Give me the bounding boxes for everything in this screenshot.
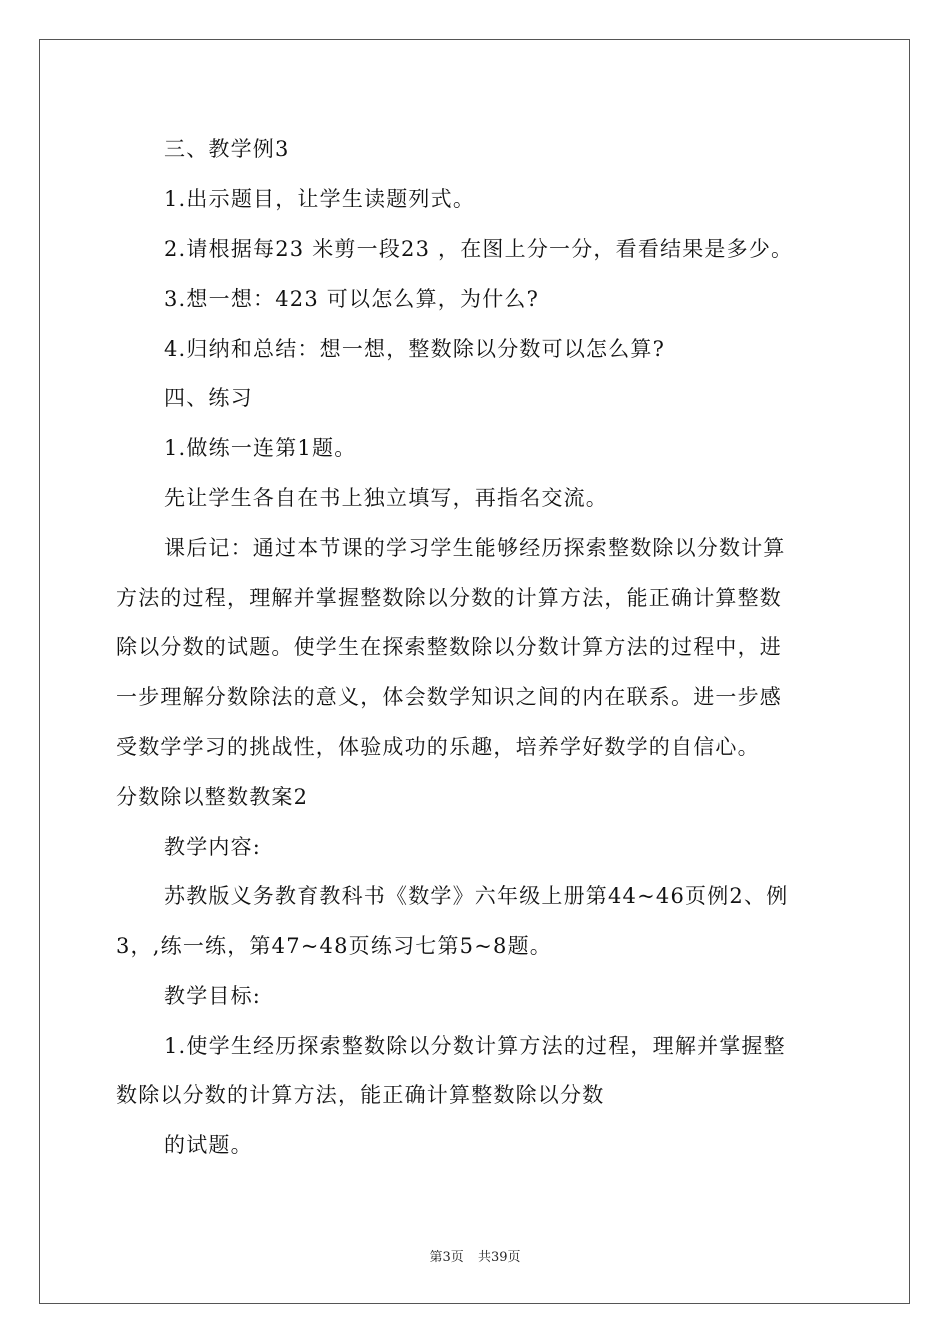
page-border bbox=[39, 39, 910, 1304]
total-pages: 共39页 bbox=[477, 1250, 521, 1265]
text-line: 1.做练一连第1题。 bbox=[164, 436, 357, 460]
text-line: 4.归纳和总结：想一想，整数除以分数可以怎么算? bbox=[164, 337, 666, 361]
text-line: 教学目标: bbox=[164, 984, 262, 1008]
text-line: 方法的过程，理解并掌握整数除以分数的计算方法，能正确计算整数 bbox=[116, 586, 782, 610]
text-line: 先让学生各自在书上独立填写，再指名交流。 bbox=[164, 486, 608, 510]
page-footer bbox=[0, 1246, 950, 1265]
text-line: 1.使学生经历探索整数除以分数计算方法的过程，理解并掌握整 bbox=[164, 1034, 786, 1058]
text-line: 3，,练一练，第47~48页练习七第5~8题。 bbox=[116, 934, 552, 958]
text-line: 受数学学习的挑战性，体验成功的乐趣，培养学好数学的自信心。 bbox=[116, 735, 760, 759]
text-line: 苏教版义务教育教科书《数学》六年级上册第44~46页例2、例 bbox=[164, 884, 789, 908]
text-line: 除以分数的试题。使学生在探索整数除以分数计算方法的过程中，进 bbox=[116, 635, 782, 659]
text-line: 课后记：通过本节课的学习学生能够经历探索整数除以分数计算 bbox=[164, 536, 786, 560]
text-line: 的试题。 bbox=[164, 1133, 253, 1157]
text-line: 3.想一想：423 可以怎么算，为什么? bbox=[164, 287, 540, 311]
section-heading-practice: 四、练习 bbox=[164, 386, 253, 410]
text-line: 1.出示题目，让学生读题列式。 bbox=[164, 187, 476, 211]
text-line: 数除以分数的计算方法，能正确计算整数除以分数 bbox=[116, 1083, 605, 1107]
lesson-plan-title: 分数除以整数教案2 bbox=[116, 785, 309, 809]
text-line: 一步理解分数除法的意义，体会数学知识之间的内在联系。进一步感 bbox=[116, 685, 782, 709]
text-line: 教学内容: bbox=[164, 835, 262, 859]
section-heading-example3: 三、教学例3 bbox=[164, 137, 290, 161]
text-line: 2.请根据每23 米剪一段23 ，在图上分一分，看看结果是多少。 bbox=[164, 237, 794, 261]
page-number: 第3页 bbox=[429, 1250, 464, 1265]
